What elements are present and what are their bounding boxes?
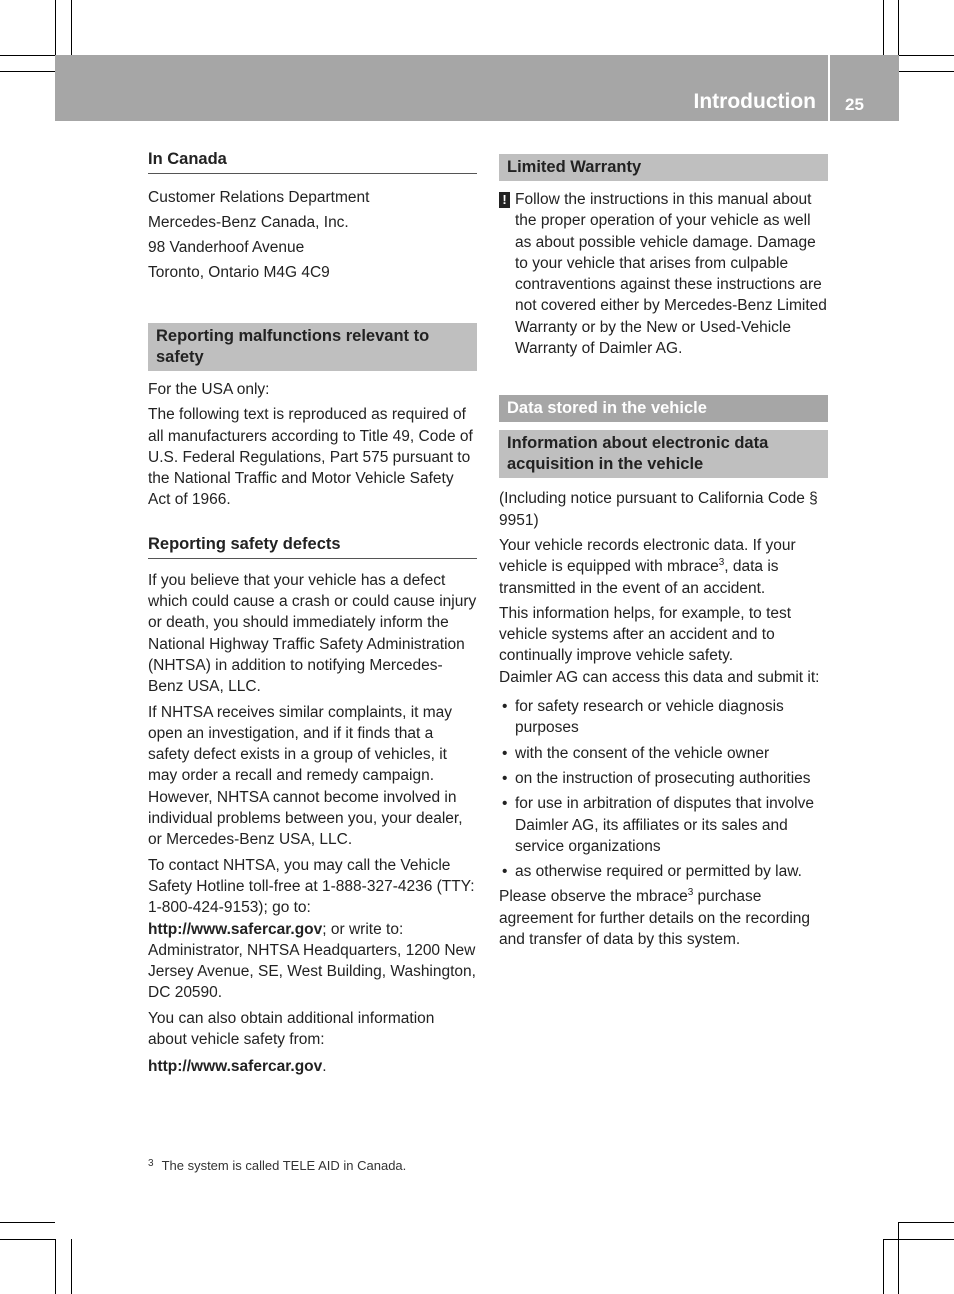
footnote-ref: 3 [718, 557, 725, 569]
period: . [322, 1058, 327, 1076]
crop-mark [883, 0, 884, 55]
reporting-heading: Reporting malfunctions relevant to safety [148, 323, 477, 371]
section-title: Introduction [693, 90, 816, 113]
footnote [148, 1158, 406, 1173]
address-line: Toronto, Ontario M4G 4C9 [148, 264, 330, 281]
canada-address [148, 185, 477, 285]
list-item: • on the instruction of prosecuting authorities [499, 768, 828, 789]
left-column [148, 148, 477, 1082]
records-text: Your vehicle records electronic data. If your vehicle is equipped with mbrace [499, 536, 796, 576]
records-paragraph [499, 535, 828, 599]
safercar-link[interactable]: http://www.safercar.gov [148, 920, 323, 938]
california-notice: (Including notice pursuant to California Code § 9951) [499, 490, 818, 529]
warranty-note [499, 189, 828, 359]
crop-mark [898, 0, 899, 55]
list-item: • for safety research or vehicle diagnosis purposes [499, 696, 828, 739]
defects-heading: Reporting safety defects [148, 533, 477, 559]
address-line: Customer Relations Department [148, 189, 370, 206]
safercar-link[interactable]: http://www.safercar.gov [148, 1058, 323, 1076]
warranty-heading: Limited Warranty [499, 154, 828, 181]
warranty-text: Follow the instructions in this manual about the proper operation of your vehicle as well as about possible vehicle damage. Damage to your vehicle that arises from culpable contraventions against these instructions are not covered either by Mercedes-Benz Limited Warranty or by the New or Used-Vehicle Warranty of Daimler AG. [515, 191, 827, 358]
canada-heading: In Canada [148, 148, 477, 174]
warning-icon: ! [499, 192, 510, 208]
footnote-ref: 3 [687, 887, 694, 899]
records-text-end: , data is transmitted in the event of an accident. [499, 558, 779, 597]
list-item: • for use in arbitration of disputes that involve Daimler AG, its affiliates or its sales and service organizations [499, 793, 828, 857]
access-paragraph: Daimler AG can access this data and submit it: [499, 668, 820, 686]
crop-mark [899, 71, 954, 72]
page-number: 25 [845, 95, 864, 114]
reporting-intro: The following text is reproduced as required of all manufacturers according to Title 49, Code of U.S. Federal Regulations, Part 575 pursuant to the National Traffic and Motor Vehicle Safety Act of 1966. [148, 406, 473, 509]
right-column [499, 154, 828, 954]
header-divider [828, 55, 830, 121]
mbrace-paragraph [499, 886, 828, 950]
list-item: • as otherwise required or permitted by law. [499, 861, 828, 882]
crop-mark [883, 1239, 954, 1240]
crop-mark [0, 1222, 55, 1223]
crop-mark [899, 1222, 954, 1223]
mbrace-text-end: purchase agreement for further details on the recording and transfer of data by this system. [499, 888, 811, 949]
defects-paragraph: If you believe that your vehicle has a defect which could cause a crash or could cause injury or death, you should immediately inform the National Highway Traffic Safety Administration (NHTSA) in addition to notifying Mercedes-Benz USA, LLC. [148, 571, 477, 696]
contact-text-end: ; or write to: Administrator, NHTSA Headquarters, 1200 New Jersey Avenue, SE, West Building, Washington, DC 20590. [148, 920, 476, 1002]
address-line: 98 Vanderhoof Avenue [148, 239, 305, 256]
list-item: • with the consent of the vehicle owner [499, 743, 828, 764]
crop-mark [55, 1239, 56, 1294]
contact-text: To contact NHTSA, you may call the Vehicle Safety Hotline toll-free at 1-888-327-4236 (TTY: 1-800-424-9153); go to: [148, 856, 475, 917]
crop-mark [55, 0, 56, 55]
crop-mark [883, 1239, 884, 1294]
info-helps-paragraph: This information helps, for example, to test vehicle systems after an accident and to continually improve vehicle safety. [499, 604, 792, 665]
data-stored-heading: Data stored in the vehicle [499, 395, 828, 422]
contact-paragraph [148, 855, 477, 1004]
electronic-data-heading: Information about electronic data acquisition in the vehicle [499, 430, 828, 478]
crop-mark [0, 71, 55, 72]
crop-mark [0, 55, 55, 56]
defects-paragraph: If NHTSA receives similar complaints, it may open an investigation, and if it finds that a safety defect exists in a group of vehicles, it may order a recall and remedy campaign. However, NHTSA cannot become involved in individual problems between you, your dealer, or Mercedes-Benz USA, LLC. [148, 703, 463, 849]
crop-mark [71, 1239, 72, 1294]
additional-info-text: You can also obtain additional information about vehicle safety from: [148, 1009, 435, 1049]
crop-mark [899, 55, 954, 56]
access-list [499, 696, 828, 882]
crop-mark [0, 1239, 55, 1240]
crop-mark [71, 0, 72, 55]
crop-mark [898, 1222, 899, 1294]
footnote-number: 3 [148, 1158, 154, 1169]
address-line: Mercedes-Benz Canada, Inc. [148, 214, 349, 231]
mbrace-text: Please observe the mbrace [499, 888, 688, 906]
footnote-text: The system is called TELE AID in Canada. [161, 1158, 407, 1173]
usa-only-text: For the USA only: [148, 381, 270, 398]
safercar-paragraph [148, 1056, 477, 1077]
